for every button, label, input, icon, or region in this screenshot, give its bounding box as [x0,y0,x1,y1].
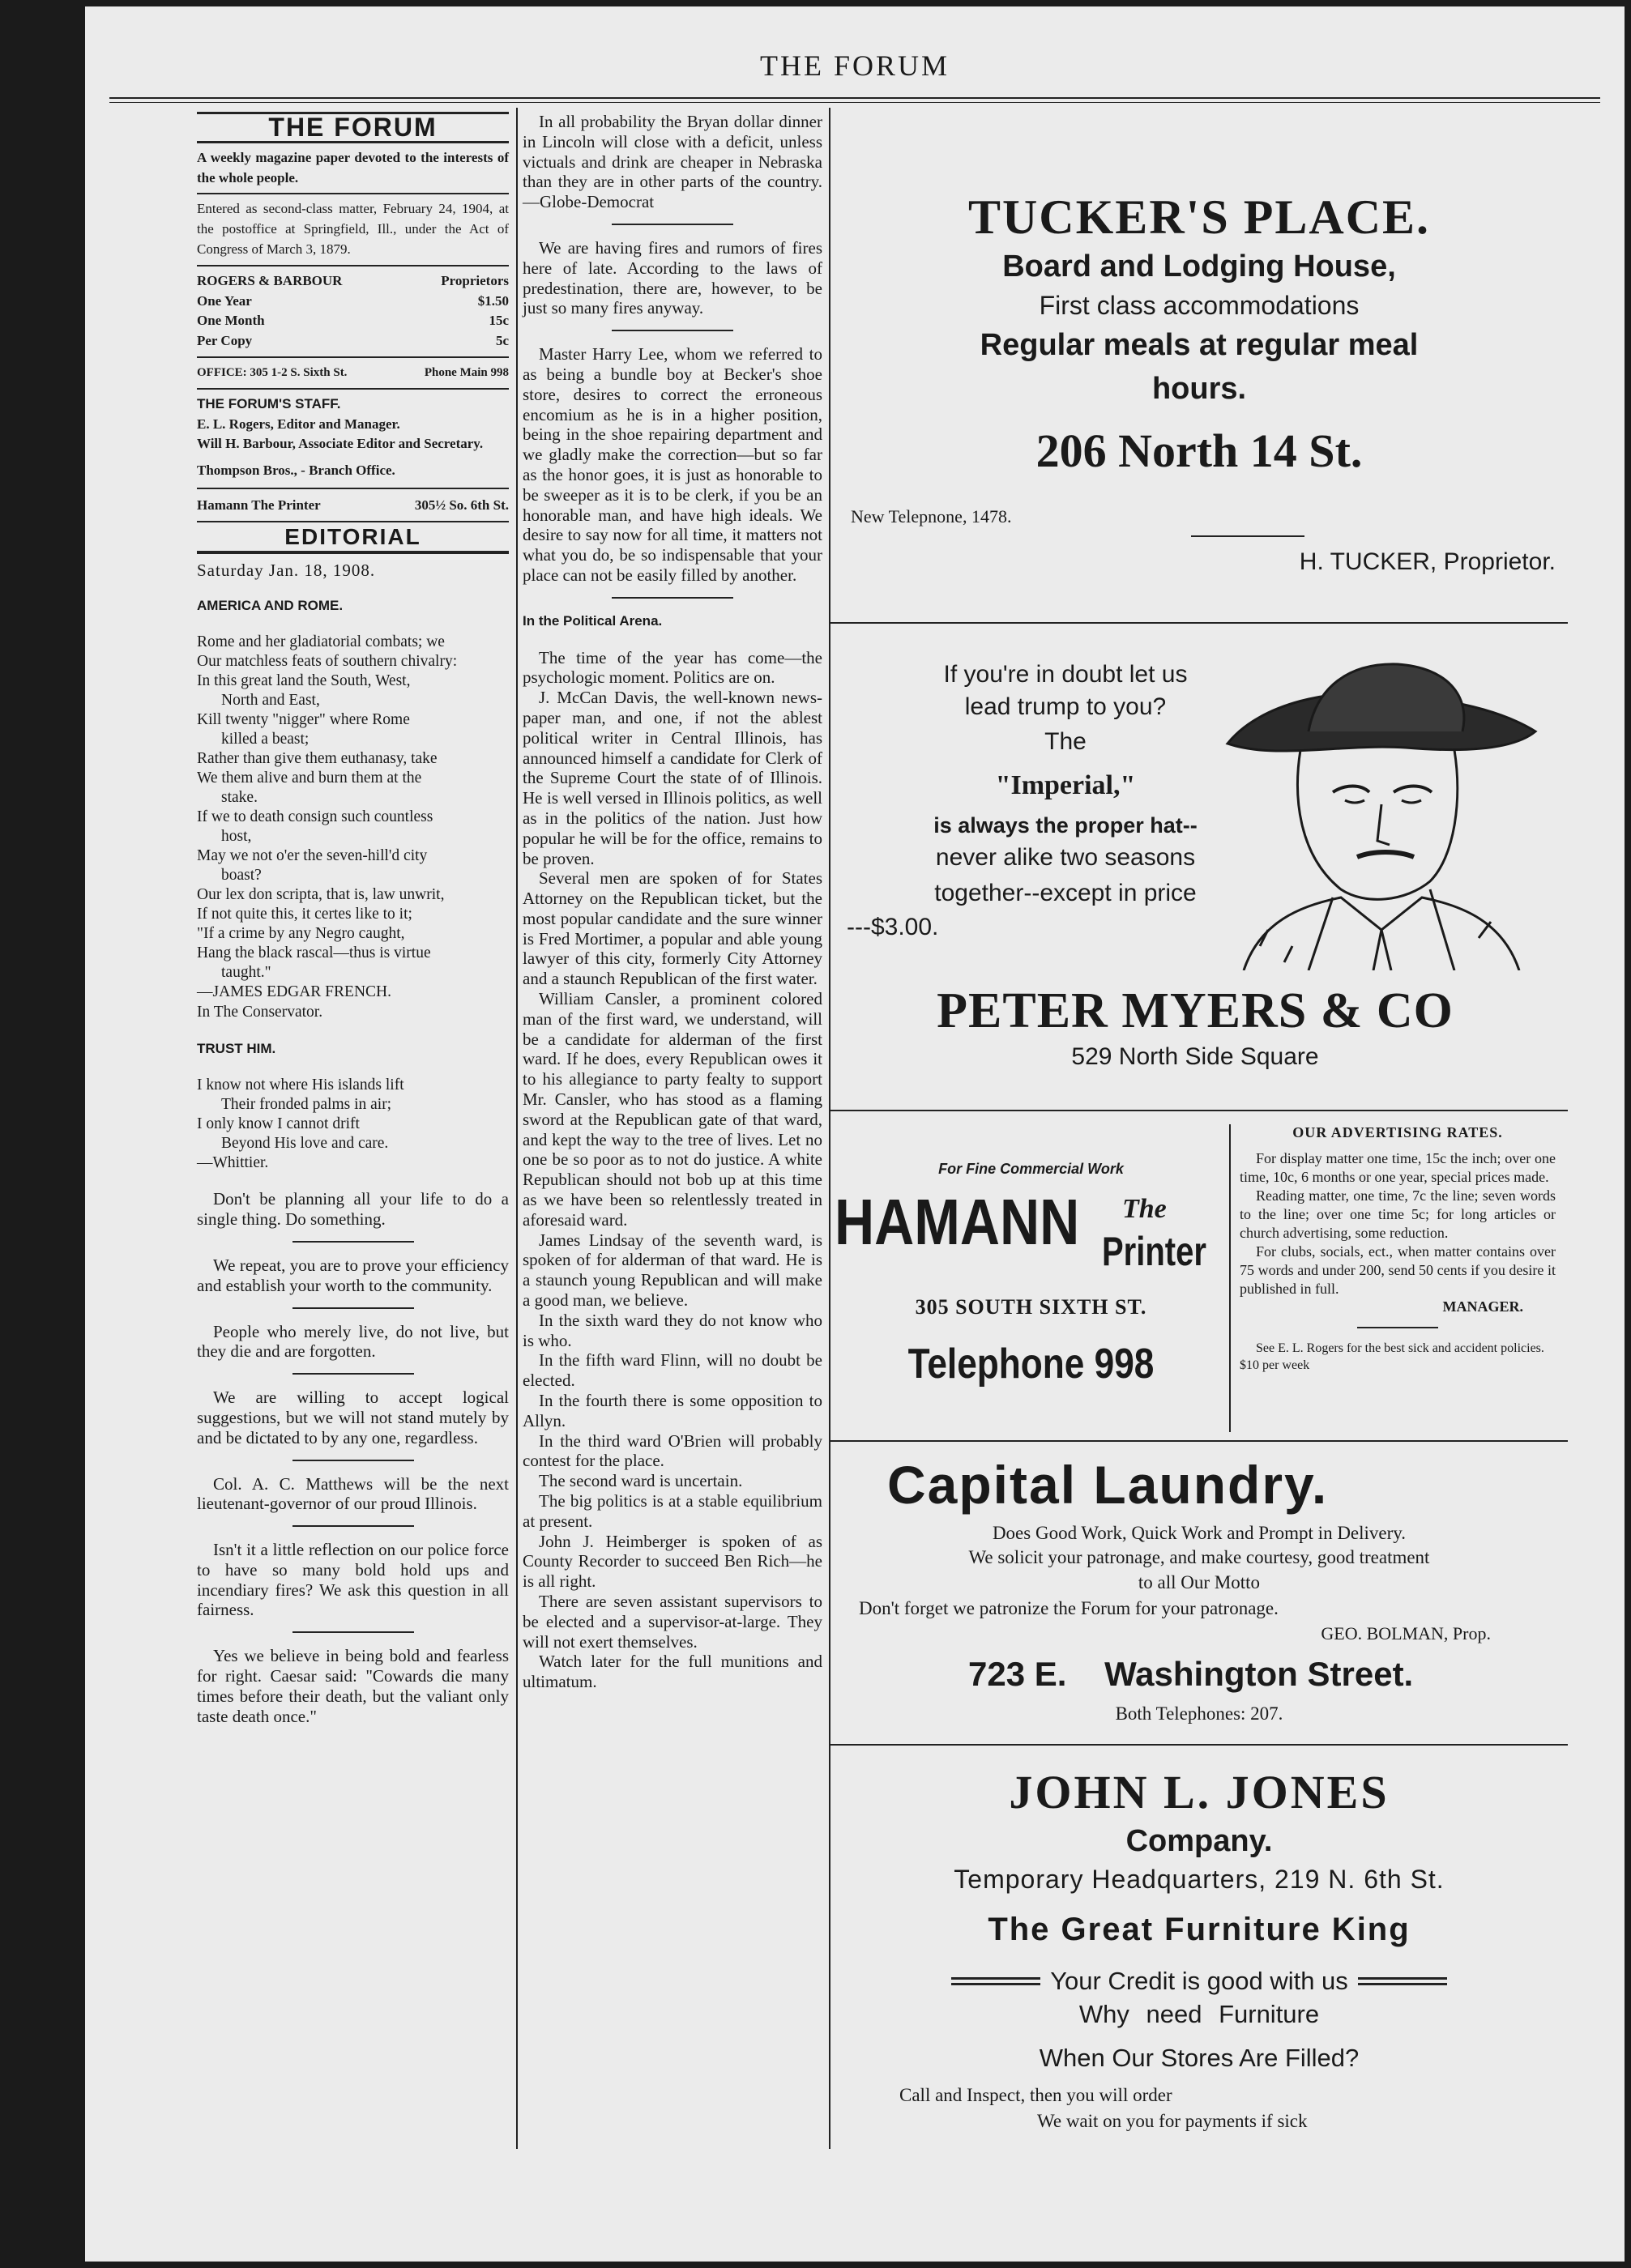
myers-line2: lead trump to you? [964,693,1167,720]
masthead-entry: Entered as second-class matter, February 24, 1904, at the postoffice at Springfield, Ill., under the Act of Congress of March 3, 1879. [197,201,509,257]
poem-line: I know not where His islands lift [197,1076,404,1094]
poem-america-rome [197,633,509,983]
tucker-phone: New Telepnone, 1478. [851,506,1012,526]
jones-furniture-king: The Great Furniture King [988,1912,1411,1947]
poem-line: We them alive and burn them at the [197,770,422,787]
header-rule-thin [109,102,1600,103]
ad-divider [830,1440,1568,1442]
poem-line: stake. [221,789,258,807]
myers-name: PETER MYERS & CO [937,983,1454,1038]
poem-line: Hang the black rascal—thus is virtue [197,944,431,962]
office-row [197,363,509,383]
rates-paragraph: For clubs, socials, ect., when matter contains over 75 words and under 200, send 50 cents if you desire it published in full. [1240,1243,1556,1297]
man-with-hat-illustration [1211,654,1552,970]
jones-company: Company. [1125,1824,1273,1858]
political-paragraph: J. McCan Davis, the well-known news-paper man, and one, if not the ablest political writer in Central Illinois, has announced himself a candidate for Clerk of the Supreme Court the state of of Illinois. He is well versed in Illinois politics, as well as in the politics of the nation. Just how popular he will be for the office, remains to be proven. [523,688,822,868]
ad-divider [830,1110,1568,1111]
rates-signature: MANAGER. [1442,1298,1523,1315]
tucker-line4: hours. [1151,372,1247,406]
masthead-title: THE FORUM [268,113,438,142]
poem-line: North and East, [221,692,320,710]
poem-line: Beyond His love and care. [221,1134,389,1152]
tucker-name: TUCKER'S PLACE. [967,190,1431,244]
poem-line: Our lex don scripta, that is, law unwrit, [197,886,445,904]
political-paragraph: The second ward is uncertain. [539,1471,743,1491]
editorial-heading: EDITORIAL [284,523,421,549]
poem-line: host, [221,828,252,846]
poem-author: —JAMES EDGAR FRENCH. [197,983,391,1001]
political-paragraph: In the third ward O'Brien will probably contest for the place. [523,1430,822,1471]
office-phone: Phone Main 998 [424,365,509,379]
tucker-proprietor: H. TUCKER, Proprietor. [1299,548,1556,575]
column-politics [523,112,822,1692]
political-paragraph: In the fifth ward Flinn, will no doubt be elected. [523,1350,822,1391]
political-paragraph: Watch later for the full munitions and ultimatum. [523,1652,822,1692]
subscription-rates [197,292,509,352]
ad-tuckers-place [843,189,1556,576]
myers-address: 529 North Side Square [1071,1043,1319,1070]
publishers: ROGERS & BARBOUR [197,272,343,288]
hamann-printer: Printer [1102,1229,1206,1274]
tucker-line3: Regular meals at regular meal [980,328,1419,362]
poem-line: Rather than give them euthanasy, take [197,750,438,768]
staff-line: Thompson Bros., - Branch Office. [197,463,395,479]
rate-row: Per Copy 5c [197,333,509,349]
column-divider-1 [516,108,518,2149]
laundry-address: 723 E. Washington Street. [968,1655,1414,1693]
jones-call: Call and Inspect, then you will order [899,2085,1172,2105]
jones-credit-row [843,1967,1556,1996]
editorial-paragraph: People who merely live, do not live, but they die and are forgotten. [197,1321,509,1362]
ad-peter-myers [839,983,1552,1075]
poem-line: taught." [221,964,271,982]
rates-insurance-note: See E. L. Rogers for the best sick and accident policies. $10 per week [1240,1341,1544,1372]
jones-when: When Our Stores Are Filled? [1039,2044,1360,2072]
hamann-tag: For Fine Commercial Work [938,1161,1124,1177]
column2-paragraph: Master Harry Lee, whom we referred to as being a bundle boy at Becker's shoe store, desires to correct the erroneous encomium as he is in a higher position, being in the shoe repairing department and we gladly make the correction—but so far as the honor goes, it is just as honorable to be sweeper as it is to be clerk, if you be an honorable man, and have high ideals. We desire to say now for all time, it matters not what you do, be so indispensable that your place can not be easily filled by another. [523,344,822,585]
political-arena-title: In the Political Arena. [523,612,663,629]
political-paragraph: James Lindsay of the seventh ward, is spoken of for alderman of that ward. He is a staunch young Republican and will make a good man, we believe. [523,1230,822,1311]
editorial-paragraph: Col. A. C. Matthews will be the next lieutenant-governor of our proud Illinois. [197,1473,509,1514]
political-paragraph: William Cansler, a prominent colored man of the first ward, we understand, will be a candidate for alderman of the first ward. If he does, every Republican owes it to his allegiance to party fealty to support Mr. Cansler, who has stood as a flaming sword at the Republican gate of that ward, and kept the way to the tree of lives. Let no one be so poor as to not do justice. A white Republican should not bob up at this time as we have been so relentlessly treated in aforesaid ward. [523,989,822,1230]
ad-hamann-printer [835,1161,1228,1396]
editorial-paragraph: Don't be planning all your life to do a single thing. Do something. [197,1189,509,1230]
rates-paragraph: Reading matter, one time, 7c the line; seven words to the line; over one time 5c; for long articles or church advertising, some reduction. [1240,1187,1556,1241]
editorial-paragraph: Yes we believe in being bold and fearless for right. Caesar said: "Cowards die many times before their death, but the valiant only taste death once." [197,1646,509,1726]
printer-address: 305½ So. 6th St. [414,497,509,513]
myers-line6: never alike two seasons [935,844,1196,871]
political-paragraph: Several men are spoken of for States Attorney on the Republican ticket, but the most popular candidate and the sure winner is Fred Mortimer, a popular and able young lawyer of this city, formerly City Attorney and a staunch Republican of the first water. [523,868,822,989]
poem-line: In this great land the South, West, [197,672,411,690]
staff-title: THE FORUM'S STAFF. [197,395,341,411]
jones-name: JOHN L. JONES [1009,1766,1390,1818]
office-address: OFFICE: 305 1-2 S. Sixth St. [197,365,348,379]
myers-line8: ---$3.00. [847,914,939,940]
masthead-tagline: A weekly magazine paper devoted to the interests of the whole people. [197,149,509,185]
editorial-paragraph: Isn't it a little reflection on our police force to have so many bold hold ups and incendiary fires? We ask this question in all fairness. [197,1540,509,1620]
jones-headquarters: Temporary Headquarters, 219 N. 6th St. [954,1865,1445,1894]
political-paragraph: The big politics is at a stable equilibrium at present. [523,1491,822,1531]
myers-line5: is always the proper hat-- [933,813,1198,838]
political-paragraph: In the sixth ward they do not know who is who. [523,1310,822,1350]
rate-row: One Year $1.50 [197,292,509,309]
jones-credit: Your Credit is good with us [1050,1967,1348,1995]
poem-line: If not quite this, it certes like to it; [197,906,412,923]
political-paragraph: The time of the year has come—the psychologic moment. Politics are on. [523,647,822,688]
printer-name: Hamann The Printer [197,497,321,513]
political-paragraphs [523,648,822,1692]
laundry-proprietor: GEO. BOLMAN, Prop. [1321,1623,1491,1643]
poem-line: "If a crime by any Negro caught, [197,925,405,943]
column2-paragraphs [523,112,822,586]
hamann-name: HAMANN [835,1186,1080,1258]
tucker-line2: First class accommodations [1039,291,1360,320]
ad-divider-vertical [1229,1124,1231,1432]
political-paragraph: In the fourth there is some opposition to Allyn. [523,1391,822,1430]
column-editorial [197,112,509,1726]
newspaper-page [85,6,1625,2262]
myers-line1: If you're in doubt let us [943,661,1188,688]
poem-source: In The Conservator. [197,1003,323,1021]
page-header: THE FORUM [759,49,950,82]
laundry-phone: Both Telephones: 207. [1115,1703,1283,1724]
editorial-date: Saturday Jan. 18, 1908. [197,560,376,580]
ad-john-l-jones [843,1764,1556,2135]
poem-line: Their fronded palms in air; [221,1095,392,1113]
tucker-address: 206 North 14 St. [1035,424,1363,477]
jones-why: Why need Furniture [1078,2000,1320,2028]
rates-title: OUR ADVERTISING RATES. [1292,1124,1503,1140]
column-divider-2 [829,108,830,2149]
rate-row: One Month 15c [197,313,509,329]
laundry-line2: We solicit your patronage, and make courtesy, good treatment [968,1547,1430,1567]
editorial-paragraph: We are willing to accept logical suggestions, but we will not stand mutely by and be dictated to by any one, regardless. [197,1388,509,1447]
masthead-box [197,112,509,143]
laundry-line3: to all Our Motto [1138,1572,1261,1592]
ad-capital-laundry [843,1448,1556,1725]
laundry-name: Capital Laundry. [887,1455,1329,1515]
publishers-row [197,271,509,292]
printer-row [197,496,509,516]
poem-line: Kill twenty "nigger" where Rome [197,711,410,729]
america-rome-title: AMERICA AND ROME. [197,598,344,614]
trust-him-title: TRUST HIM. [197,1040,276,1056]
hamann-the: The [1122,1194,1167,1224]
column2-paragraph: In all probability the Bryan dollar dinner in Lincoln will close with a deficit, unless victuals and drink are cheaper in Nebraska than they are in other parts of the country.—Globe-Democrat [523,112,822,212]
editorial-paragraphs [197,1189,509,1726]
poem-trust-him [197,1076,509,1153]
proprietors-label: Proprietors [441,272,509,288]
ad-divider [830,1744,1568,1746]
myers-line7: together--except in price [934,880,1197,906]
jones-wait: We wait on you for payments if sick [1037,2111,1308,2131]
poem-line: Our matchless feats of southern chivalry: [197,653,458,671]
hamann-telephone: Telephone 998 [907,1341,1155,1388]
laundry-line1: Does Good Work, Quick Work and Prompt in Delivery. [992,1523,1407,1543]
header-rule [109,97,1600,99]
poem-line: If we to death consign such countless [197,808,433,826]
myers-line3: The [1044,728,1087,755]
poem-line: May we not o'er the seven-hill'd city [197,847,428,865]
myers-imperial: "Imperial," [995,770,1136,800]
tucker-line1: Board and Lodging House, [1002,249,1396,284]
editorial-paragraph: We repeat, you are to prove your efficiency and establish your worth to the community. [197,1255,509,1295]
staff-line: Will H. Barbour, Associate Editor and Secretary. [197,436,484,452]
poem-author: —Whittier. [197,1153,269,1171]
ad-advertising-rates [1240,1124,1556,1374]
poem-line: I only know I cannot drift [197,1115,360,1132]
staff-line: E. L. Rogers, Editor and Manager. [197,416,400,432]
column2-paragraph: We are having fires and rumors of fires here of late. According to the laws of predestination, there are, however, to be just so many fires anyway. [523,237,822,318]
laundry-line4: Don't forget we patronize the Forum for your patronage. [859,1598,1279,1618]
poem-line: Rome and her gladiatorial combats; we [197,633,445,651]
political-paragraph: There are seven assistant supervisors to be elected and a supervisor-at-large. They will not exert themselves. [523,1591,822,1652]
ad-divider [830,622,1568,624]
poem-line: boast? [221,867,262,885]
political-paragraph: John J. Heimberger is spoken of as County Recorder to succeed Ben Rich—he is all right. [523,1531,822,1592]
poem-line: killed a beast; [221,731,310,748]
hamann-address: 305 SOUTH SIXTH ST. [915,1295,1147,1319]
rates-paragraph: For display matter one time, 15c the inch; over one time, 10c, 6 months or one year, special prices made. [1240,1150,1556,1185]
